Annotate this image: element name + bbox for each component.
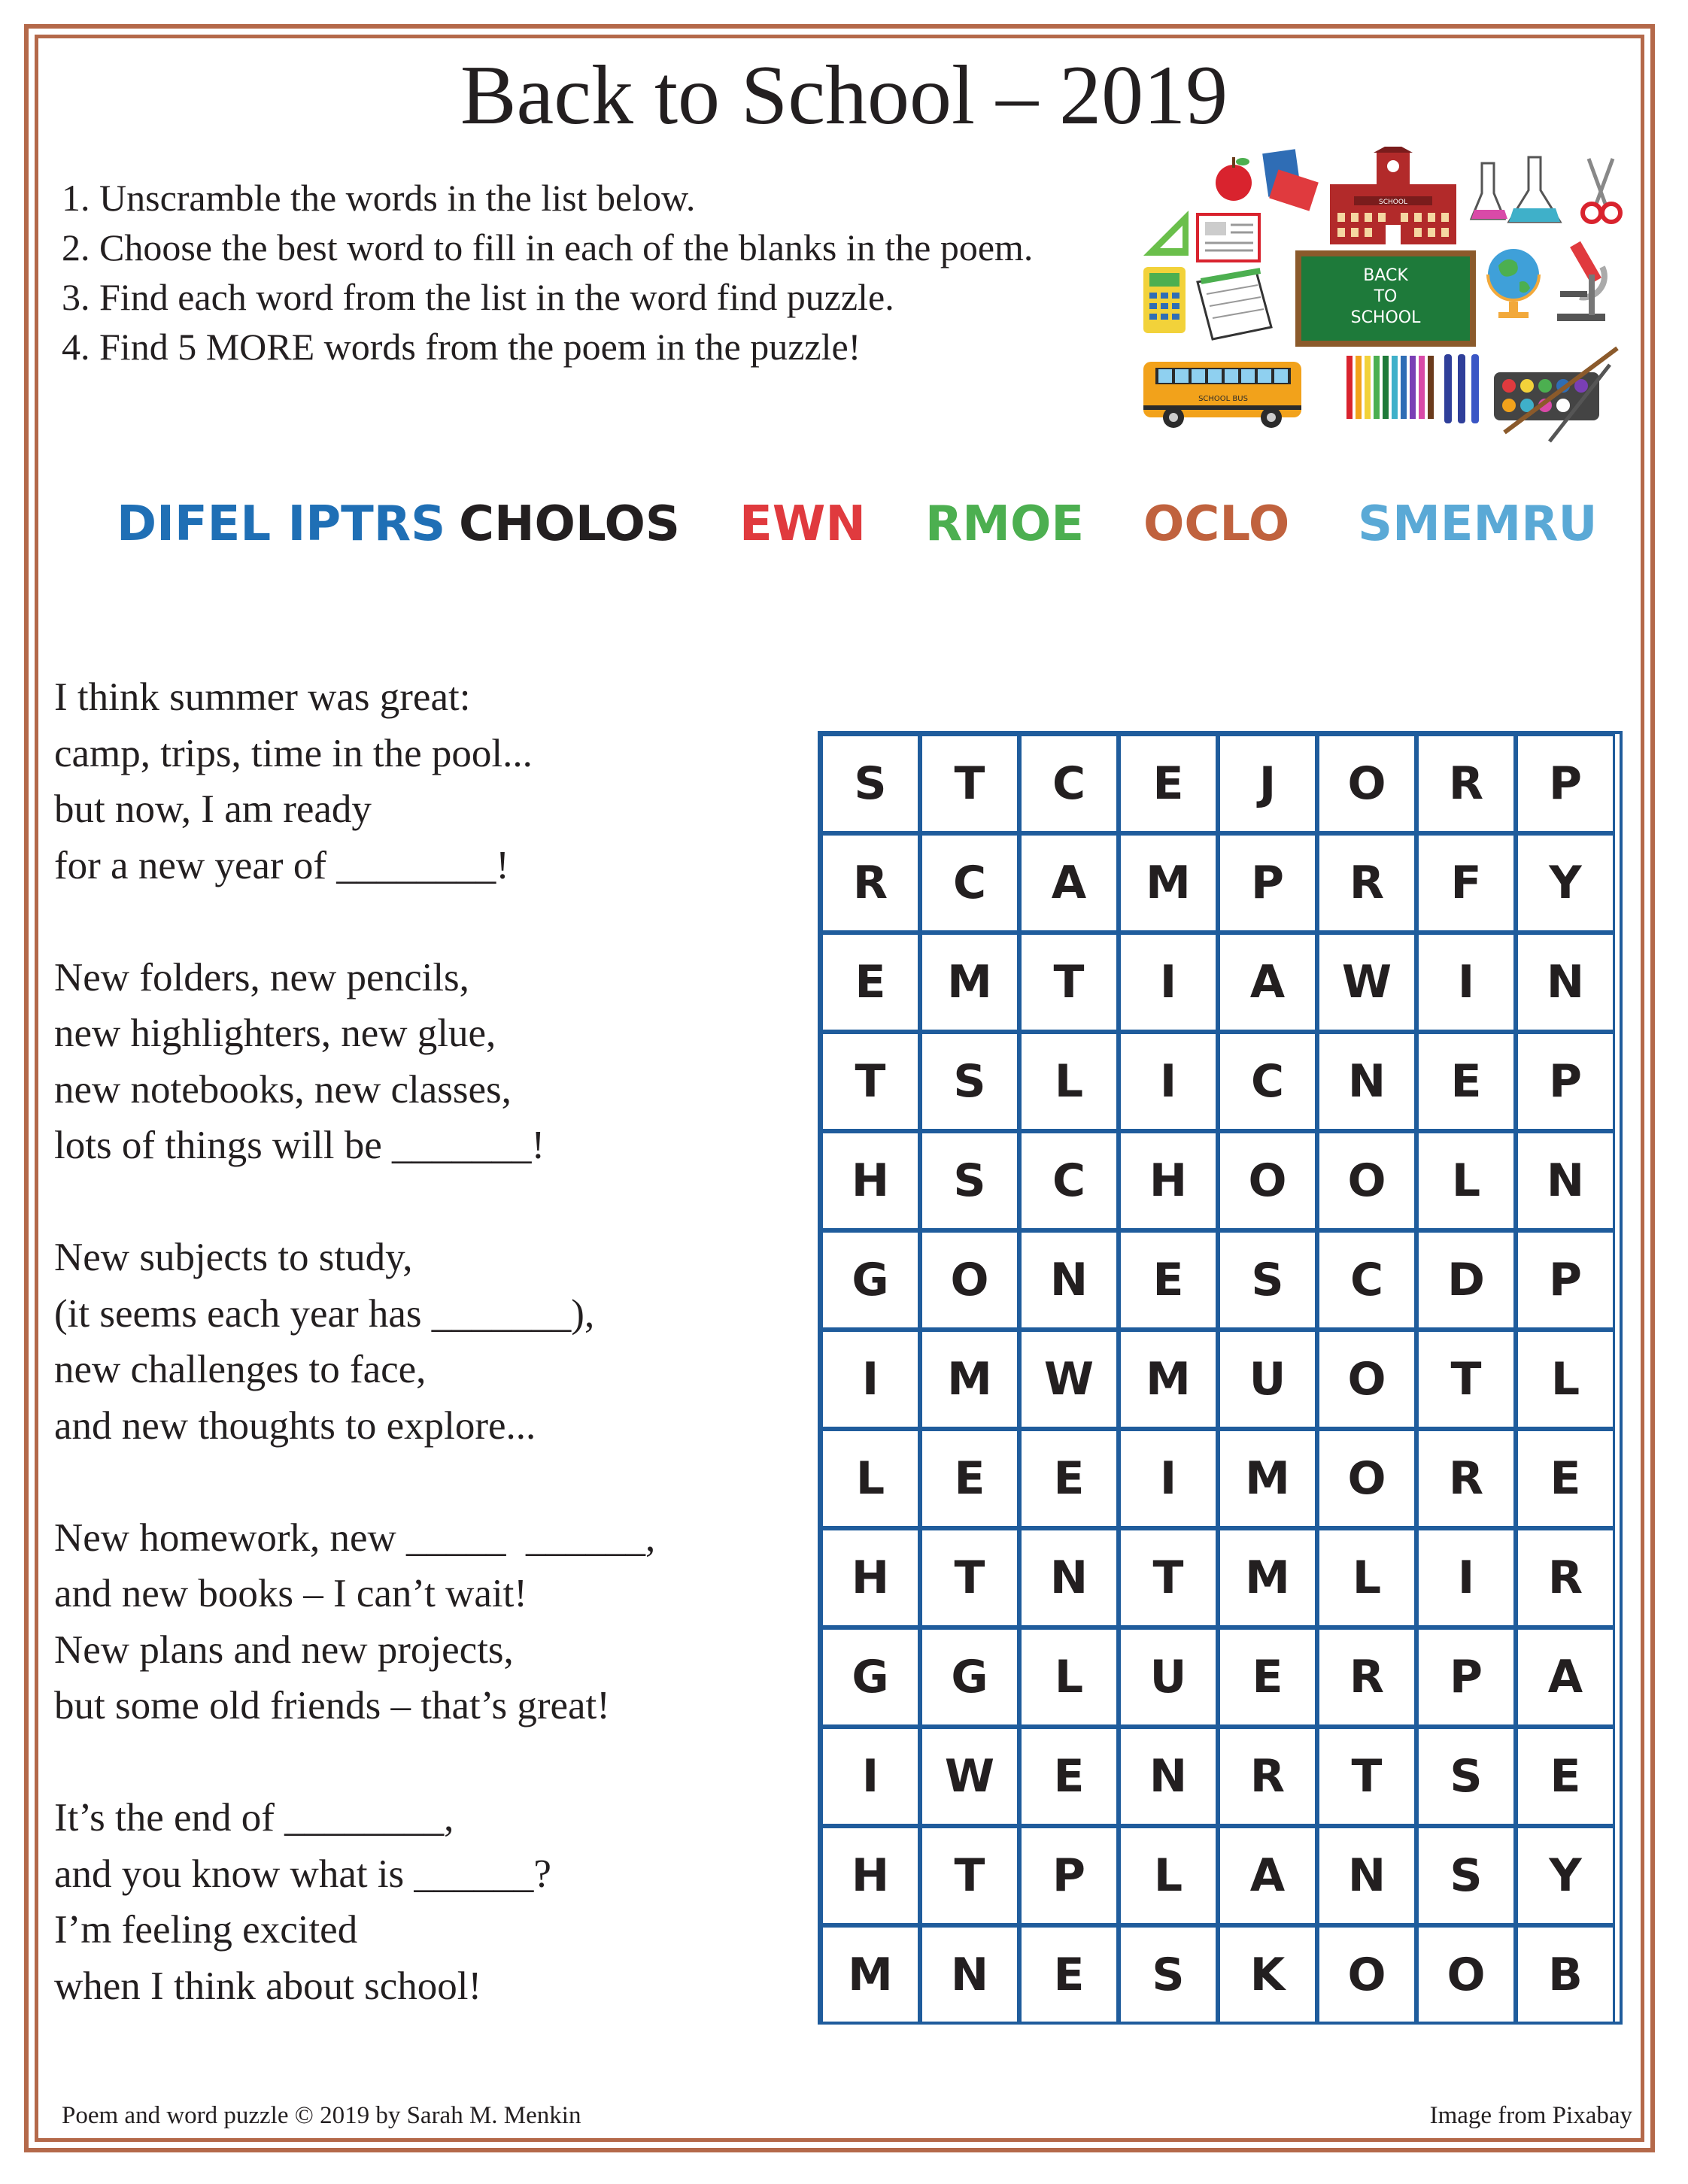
- scrambled-word-6: SMEMRU: [1358, 496, 1598, 552]
- chalkboard-icon: [1295, 250, 1476, 347]
- grid-cell[interactable]: I: [1119, 1032, 1218, 1131]
- grid-cell[interactable]: I: [1119, 1429, 1218, 1528]
- grid-cell[interactable]: T: [1119, 1528, 1218, 1627]
- grid-cell[interactable]: R: [1516, 1528, 1615, 1627]
- poem-line: but now, I am ready: [54, 787, 372, 831]
- grid-cell[interactable]: G: [920, 1627, 1019, 1727]
- school-building-sign: SCHOOL: [1379, 199, 1407, 206]
- instruction-item: 2. Choose the best word to fill in each of the blanks in the poem.: [62, 226, 1034, 268]
- grid-cell[interactable]: H: [821, 1826, 920, 1925]
- grid-cell[interactable]: L: [821, 1429, 920, 1528]
- grid-cell[interactable]: P: [1516, 734, 1615, 833]
- grid-cell[interactable]: P: [1019, 1826, 1119, 1925]
- grid-cell[interactable]: M: [1119, 1330, 1218, 1429]
- worksheet-icon: [1198, 214, 1259, 261]
- grid-cell[interactable]: M: [1119, 833, 1218, 933]
- grid-cell[interactable]: T: [1019, 933, 1119, 1032]
- globe-icon: [1488, 249, 1539, 318]
- grid-cell[interactable]: A: [1218, 933, 1317, 1032]
- grid-cell[interactable]: O: [920, 1230, 1019, 1330]
- poem: [54, 669, 655, 2014]
- grid-cell[interactable]: K: [1218, 1925, 1317, 2025]
- grid-cell[interactable]: P: [1516, 1230, 1615, 1330]
- poem-line: new highlighters, new glue,: [54, 1012, 496, 1055]
- grid-cell[interactable]: O: [1317, 1429, 1416, 1528]
- grid-cell[interactable]: R: [1218, 1727, 1317, 1826]
- school-building-icon: [1330, 147, 1456, 244]
- grid-cell[interactable]: E: [920, 1429, 1019, 1528]
- grid-cell[interactable]: E: [1119, 1230, 1218, 1330]
- grid-cell[interactable]: E: [1019, 1727, 1119, 1826]
- grid-cell[interactable]: I: [1416, 933, 1516, 1032]
- grid-cell[interactable]: G: [821, 1230, 920, 1330]
- calculator-icon: [1143, 267, 1186, 333]
- grid-cell[interactable]: W: [920, 1727, 1019, 1826]
- grid-cell[interactable]: R: [1317, 1627, 1416, 1727]
- grid-cell[interactable]: H: [1119, 1131, 1218, 1230]
- grid-cell[interactable]: E: [1019, 1925, 1119, 2025]
- grid-cell[interactable]: S: [920, 1032, 1019, 1131]
- scrambled-word-2: CHOLOS: [459, 496, 680, 552]
- notebook-icon: [1198, 268, 1271, 339]
- grid-cell[interactable]: R: [1317, 833, 1416, 933]
- grid-cell[interactable]: A: [1019, 833, 1119, 933]
- poem-line: (it seems each year has _______),: [54, 1291, 595, 1336]
- pens-icon: [1444, 354, 1479, 423]
- grid-cell[interactable]: E: [1516, 1727, 1615, 1826]
- grid-cell[interactable]: B: [1516, 1925, 1615, 2025]
- grid-cell[interactable]: E: [1516, 1429, 1615, 1528]
- grid-cell[interactable]: Y: [1516, 833, 1615, 933]
- grid-cell[interactable]: N: [920, 1925, 1019, 2025]
- scrambled-word-1: DIFEL IPTRS: [117, 496, 446, 552]
- grid-cell[interactable]: O: [1317, 1925, 1416, 2025]
- stanza-break: [54, 1454, 655, 1510]
- grid-cell[interactable]: L: [1019, 1032, 1119, 1131]
- grid-cell[interactable]: C: [1317, 1230, 1416, 1330]
- grid-cell[interactable]: M: [920, 1330, 1019, 1429]
- grid-cell[interactable]: O: [1416, 1925, 1516, 2025]
- books-icon: [1262, 149, 1319, 211]
- grid-cell[interactable]: N: [1019, 1528, 1119, 1627]
- chalkboard-line-2: TO: [1374, 287, 1398, 306]
- grid-cell[interactable]: M: [920, 933, 1019, 1032]
- grid-cell[interactable]: I: [1416, 1528, 1516, 1627]
- colored-pencils-icon: [1346, 356, 1434, 419]
- grid-cell[interactable]: T: [920, 1826, 1019, 1925]
- poem-line: new challenges to face,: [54, 1348, 427, 1391]
- stanza-break: [54, 893, 655, 950]
- grid-cell[interactable]: N: [1119, 1727, 1218, 1826]
- grid-cell[interactable]: L: [1416, 1131, 1516, 1230]
- grid-cell[interactable]: L: [1119, 1826, 1218, 1925]
- instruction-item: 4. Find 5 MORE words from the poem in the puzzle!: [62, 326, 861, 368]
- stanza-break: [54, 1174, 655, 1230]
- grid-cell[interactable]: M: [1218, 1429, 1317, 1528]
- grid-cell[interactable]: N: [1019, 1230, 1119, 1330]
- scissors-icon: [1583, 159, 1620, 222]
- poem-line: New subjects to study,: [54, 1236, 413, 1279]
- footer-credit: Poem and word puzzle © 2019 by Sarah M. Menkin: [62, 2102, 581, 2129]
- grid-cell[interactable]: S: [1218, 1230, 1317, 1330]
- chalkboard-line-3: SCHOOL: [1350, 308, 1421, 327]
- chalkboard-line-1: BACK: [1363, 266, 1408, 285]
- grid-cell[interactable]: A: [1218, 1826, 1317, 1925]
- poem-line: and you know what is ______?: [54, 1852, 551, 1896]
- bus-sign: SCHOOL BUS: [1198, 395, 1248, 403]
- scrambled-word-5: OCLO: [1143, 496, 1290, 552]
- grid-cell[interactable]: L: [1317, 1528, 1416, 1627]
- poem-line: New plans and new projects,: [54, 1627, 514, 1672]
- grid-cell[interactable]: I: [821, 1330, 920, 1429]
- grid-cell[interactable]: C: [1218, 1032, 1317, 1131]
- poem-line: and new thoughts to explore...: [54, 1403, 536, 1448]
- grid-cell[interactable]: E: [1019, 1429, 1119, 1528]
- poem-line: It’s the end of ________,: [54, 1796, 454, 1840]
- grid-cell[interactable]: C: [920, 833, 1019, 933]
- grid-cell[interactable]: R: [1416, 1429, 1516, 1528]
- grid-cell[interactable]: O: [1317, 1131, 1416, 1230]
- grid-cell[interactable]: J: [1218, 734, 1317, 833]
- paint-palette-icon: [1494, 348, 1617, 441]
- grid-cell[interactable]: R: [1416, 734, 1516, 833]
- grid-cell[interactable]: N: [1516, 1131, 1615, 1230]
- grid-cell[interactable]: E: [1416, 1032, 1516, 1131]
- grid-cell[interactable]: O: [1317, 734, 1416, 833]
- scrambled-word-3: EWN: [739, 496, 866, 552]
- grid-cell[interactable]: Y: [1516, 1826, 1615, 1925]
- grid-cell[interactable]: F: [1416, 833, 1516, 933]
- school-supplies-illustration: [1128, 147, 1632, 447]
- grid-cell[interactable]: W: [1019, 1330, 1119, 1429]
- grid-cell[interactable]: N: [1317, 1826, 1416, 1925]
- grid-cell[interactable]: T: [920, 734, 1019, 833]
- grid-cell[interactable]: S: [920, 1131, 1019, 1230]
- instructions-list: [62, 173, 1033, 372]
- poem-line: I think summer was great:: [54, 675, 471, 719]
- poem-line: New homework, new _____ ______,: [54, 1515, 656, 1560]
- poem-line: lots of things will be _______!: [54, 1124, 545, 1167]
- grid-cell[interactable]: I: [821, 1727, 920, 1826]
- poem-line: New folders, new pencils,: [54, 955, 469, 999]
- school-bus-icon: [1143, 362, 1301, 428]
- instruction-item: 1. Unscramble the words in the list below.: [62, 177, 696, 219]
- grid-cell[interactable]: P: [1516, 1032, 1615, 1131]
- footer-image-credit: Image from Pixabay: [1429, 2102, 1632, 2129]
- grid-cell[interactable]: T: [1416, 1330, 1516, 1429]
- grid-cell[interactable]: U: [1218, 1330, 1317, 1429]
- apple-icon: [1216, 157, 1252, 201]
- grid-cell[interactable]: O: [1317, 1330, 1416, 1429]
- instruction-item: 3. Find each word from the list in the word find puzzle.: [62, 276, 894, 318]
- scrambled-word-list: [0, 496, 1688, 572]
- poem-line: when I think about school!: [54, 1964, 482, 2008]
- poem-line: but some old friends – that’s great!: [54, 1684, 610, 1727]
- grid-cell[interactable]: S: [1119, 1925, 1218, 2025]
- scrambled-word-4: RMOE: [925, 496, 1085, 552]
- grid-cell[interactable]: D: [1416, 1230, 1516, 1330]
- grid-cell[interactable]: A: [1516, 1627, 1615, 1727]
- microscope-icon: [1557, 241, 1605, 321]
- page-title: Back to School – 2019: [460, 49, 1228, 142]
- grid-cell[interactable]: N: [1516, 933, 1615, 1032]
- grid-cell[interactable]: T: [1317, 1727, 1416, 1826]
- grid-cell[interactable]: U: [1119, 1627, 1218, 1727]
- stanza-break: [54, 1734, 655, 1791]
- grid-cell[interactable]: T: [821, 1032, 920, 1131]
- grid-cell[interactable]: M: [1218, 1528, 1317, 1627]
- grid-cell[interactable]: I: [1119, 933, 1218, 1032]
- grid-cell[interactable]: H: [821, 1528, 920, 1627]
- grid-cell[interactable]: L: [1019, 1627, 1119, 1727]
- grid-cell[interactable]: R: [821, 833, 920, 933]
- grid-cell[interactable]: S: [1416, 1826, 1516, 1925]
- grid-cell[interactable]: S: [1416, 1727, 1516, 1826]
- grid-cell[interactable]: H: [821, 1131, 920, 1230]
- grid-cell[interactable]: C: [1019, 1131, 1119, 1230]
- grid-cell[interactable]: P: [1416, 1627, 1516, 1727]
- poem-line: I’m feeling excited: [54, 1908, 358, 1952]
- poem-line: new notebooks, new classes,: [54, 1067, 512, 1112]
- grid-cell[interactable]: M: [821, 1925, 920, 2025]
- beaker-icon: [1471, 157, 1560, 222]
- grid-cell[interactable]: E: [1218, 1627, 1317, 1727]
- grid-cell[interactable]: S: [821, 734, 920, 833]
- grid-cell[interactable]: C: [1019, 734, 1119, 833]
- grid-cell[interactable]: E: [1119, 734, 1218, 833]
- grid-cell[interactable]: E: [821, 933, 920, 1032]
- grid-cell[interactable]: L: [1516, 1330, 1615, 1429]
- grid-cell[interactable]: N: [1317, 1032, 1416, 1131]
- poem-line: for a new year of ________!: [54, 843, 509, 887]
- grid-cell[interactable]: G: [821, 1627, 920, 1727]
- word-find-grid: [818, 731, 1623, 2025]
- grid-cell[interactable]: P: [1218, 833, 1317, 933]
- grid-cell[interactable]: W: [1317, 933, 1416, 1032]
- grid-cell[interactable]: O: [1218, 1131, 1317, 1230]
- poem-line: and new books – I can’t wait!: [54, 1572, 527, 1615]
- poem-line: camp, trips, time in the pool...: [54, 731, 533, 775]
- grid-cell[interactable]: T: [920, 1528, 1019, 1627]
